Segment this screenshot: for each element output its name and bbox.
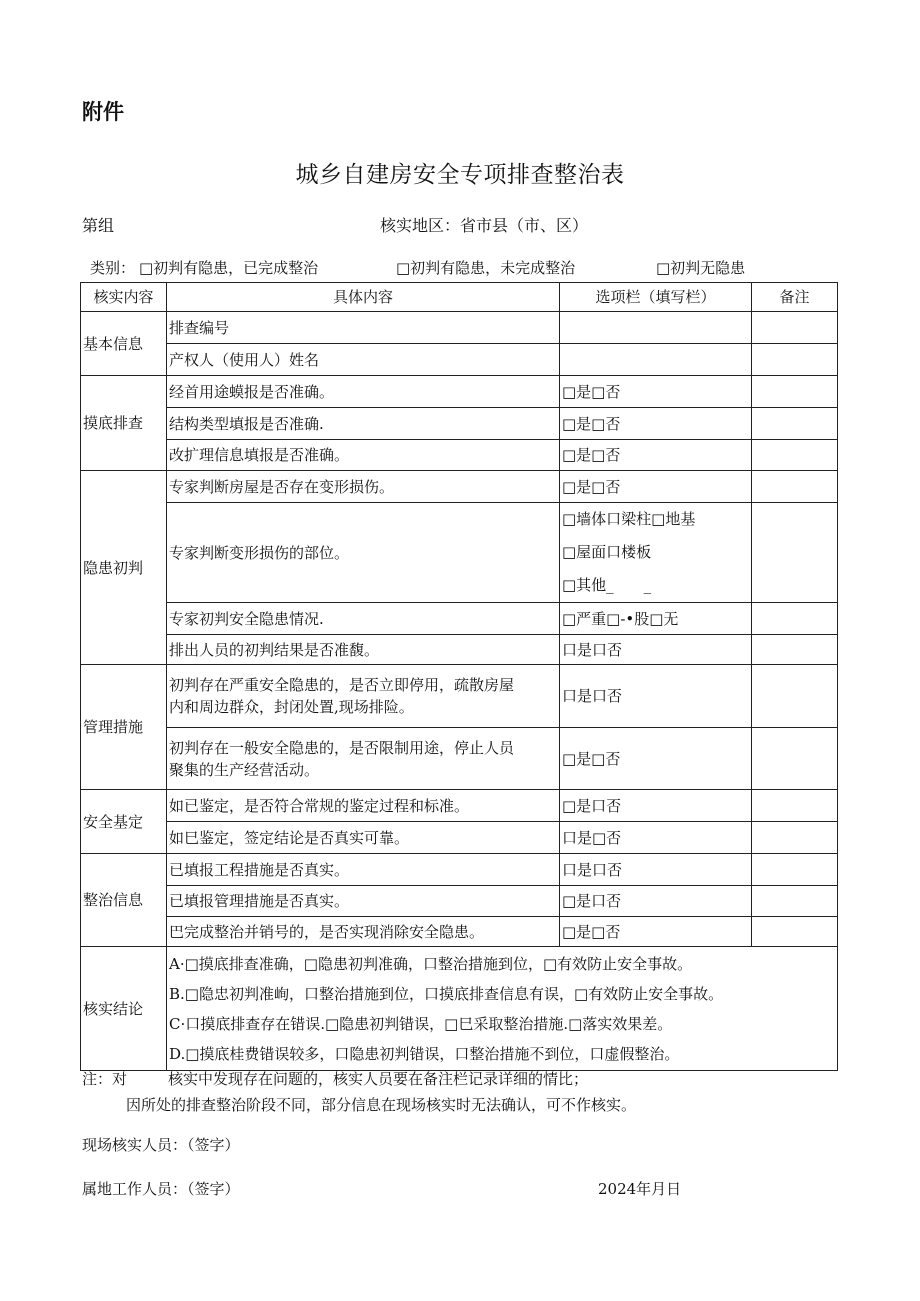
item-line: 初判存在一般安全隐患的，是否限制用途，停止人员	[169, 738, 515, 757]
local-signature-label: 属地工作人员：（签字）	[82, 1180, 240, 1198]
option-cell[interactable]: □是□否	[560, 917, 752, 947]
table-row	[81, 603, 838, 635]
table-row	[81, 947, 838, 1071]
remarks-cell[interactable]	[752, 312, 838, 344]
option-cell[interactable]	[560, 312, 752, 344]
table-row	[81, 471, 838, 503]
item-text: 如巳鉴定，签定结论是否真实可靠。	[167, 822, 560, 854]
inspection-table	[80, 282, 838, 1071]
remarks-cell[interactable]	[752, 635, 838, 665]
category-cell-basic: 基本信息	[81, 312, 167, 376]
header-verify-content: 核实内容	[81, 283, 167, 312]
item-text: 已填报工程措施是否真实。	[167, 854, 560, 886]
remarks-cell[interactable]	[752, 822, 838, 854]
conclusion-option-a[interactable]: A·□摸底排查准确，□隐患初判准确，口整治措施到位，□有效防止安全事故。	[169, 954, 693, 973]
option-cell[interactable]: 口是□否	[560, 822, 752, 854]
option-cell[interactable]: □严重□-•股□无	[560, 603, 752, 635]
category-label: 类别：	[90, 259, 136, 277]
item-text: 专家初判安全隐患情况.	[167, 603, 560, 635]
remarks-cell[interactable]	[752, 344, 838, 376]
table-row	[81, 665, 838, 728]
category-cell-hazard: 隐患初判	[81, 471, 167, 665]
notes-line-2: 因所处的排查整治阶段不同，部分信息在现场核实时无法确认，可不作核实。	[126, 1096, 637, 1114]
page-title: 城乡自建房安全专项排查整治表	[295, 162, 625, 188]
table-row	[81, 376, 838, 408]
item-text: 排查编号	[167, 312, 560, 344]
category-cell-rectify: 整治信息	[81, 854, 167, 947]
category-cell-conclusion: 核实结论	[81, 947, 167, 1071]
option-cell[interactable]: 口是口否	[560, 635, 752, 665]
remarks-cell[interactable]	[752, 728, 838, 790]
category-option-3[interactable]: □初判无隐患	[656, 259, 746, 277]
remarks-cell[interactable]	[752, 854, 838, 886]
item-text: 改扩理信息填报是否准确。	[167, 440, 560, 471]
conclusion-option-c[interactable]: C·口摸底排查存在错误.□隐患初判错误，□巳采取整治措施.□落实效果差。	[169, 1014, 673, 1033]
item-text: 已填报管理措施是否真实。	[167, 886, 560, 917]
remarks-cell[interactable]	[752, 503, 838, 603]
option-cell[interactable]: □是□否	[560, 408, 752, 440]
table-row	[81, 854, 838, 886]
table-row	[81, 917, 838, 947]
table-row	[81, 822, 838, 854]
header-remarks: 备注	[752, 283, 838, 312]
conclusion-option-b[interactable]: B.□隐忠初判准峋，口整治措施到位，口摸底排查信息有误，□有效防止安全事故。	[169, 984, 724, 1003]
remarks-cell[interactable]	[752, 917, 838, 947]
table-row	[81, 886, 838, 917]
table-row	[81, 790, 838, 822]
onsite-signature-label: 现场核实人员：（签字）	[82, 1136, 240, 1154]
option-line[interactable]: □其他_ _	[562, 576, 652, 594]
table-row	[81, 344, 838, 376]
remarks-cell[interactable]	[752, 440, 838, 471]
option-cell-damage-location[interactable]	[560, 503, 752, 603]
table-row	[81, 635, 838, 665]
category-option-1[interactable]: □初判有隐患，已完成整治	[139, 259, 319, 277]
remarks-cell[interactable]	[752, 603, 838, 635]
item-text: 排出人员的初判结果是否准馥。	[167, 635, 560, 665]
table-row	[81, 312, 838, 344]
item-line: 内和周边群众，封闭处置,现场排险。	[169, 698, 414, 716]
item-text	[167, 665, 560, 728]
option-line[interactable]: □屋面口楼板	[562, 543, 652, 561]
item-text: 巴完成整治并销号的，是否实现消除安全隐患。	[167, 917, 560, 947]
option-cell[interactable]: 口是口否	[560, 854, 752, 886]
option-line[interactable]: □墙体口梁柱□地基	[562, 510, 696, 528]
notes-label: 注：对	[82, 1070, 128, 1088]
item-text: 专家判断房屋是否存在变形损伤。	[167, 471, 560, 503]
item-text: 产权人（使用人）姓名	[167, 344, 560, 376]
conclusion-option-d[interactable]: D.□摸底桂费错误较多，口隐患初判错误，口整治措施不到位，口虚假整治。	[169, 1044, 680, 1063]
item-text: 结构类型填报是否准确.	[167, 408, 560, 440]
category-option-2[interactable]: □初判有隐患，未完成整治	[396, 259, 576, 277]
table-row	[81, 503, 838, 603]
notes-line-1: 核实中发现存在问题的，核实人员要在备注栏记录详细的情比；	[168, 1070, 589, 1088]
item-line: 初判存在严重安全隐患的，是否立即停用，疏散房屋	[169, 676, 515, 694]
remarks-cell[interactable]	[752, 790, 838, 822]
category-cell-manage: 管理措施	[81, 665, 167, 790]
option-cell[interactable]: □是□否	[560, 471, 752, 503]
remarks-cell[interactable]	[752, 376, 838, 408]
area-label: 核实地区：省市县（市、区）	[380, 216, 589, 235]
item-text: 如已鉴定，是否符合常规的鉴定过程和标准。	[167, 790, 560, 822]
remarks-cell[interactable]	[752, 665, 838, 728]
item-text: 专家判断变形损伤的部位。	[167, 503, 560, 603]
option-cell[interactable]: □是□否	[560, 440, 752, 471]
remarks-cell[interactable]	[752, 471, 838, 503]
table-header-row	[81, 283, 838, 312]
remarks-cell[interactable]	[752, 886, 838, 917]
annex-label: 附件	[82, 100, 124, 124]
header-specific-content: 具体内容	[167, 283, 560, 312]
item-text	[167, 728, 560, 790]
table-row	[81, 408, 838, 440]
option-cell[interactable]: □是□否	[560, 728, 752, 790]
option-cell[interactable]	[560, 344, 752, 376]
item-text: 经首用途蟆报是否准确。	[167, 376, 560, 408]
option-cell[interactable]: 口是口否	[560, 665, 752, 728]
remarks-cell[interactable]	[752, 408, 838, 440]
group-label: 第组	[82, 216, 115, 235]
item-line: 聚集的生产经营活动。	[169, 760, 320, 779]
option-cell[interactable]: □是口否	[560, 790, 752, 822]
category-cell-survey: 摸底排查	[81, 376, 167, 471]
option-cell[interactable]: □是□否	[560, 376, 752, 408]
table-row	[81, 728, 838, 790]
option-cell[interactable]: □是口否	[560, 886, 752, 917]
header-options: 选项栏（填写栏）	[560, 283, 752, 312]
category-cell-appraisal: 安全基定	[81, 790, 167, 854]
table-row	[81, 440, 838, 471]
date-label: 2024年月日	[598, 1180, 682, 1198]
conclusion-cell	[167, 947, 838, 1071]
